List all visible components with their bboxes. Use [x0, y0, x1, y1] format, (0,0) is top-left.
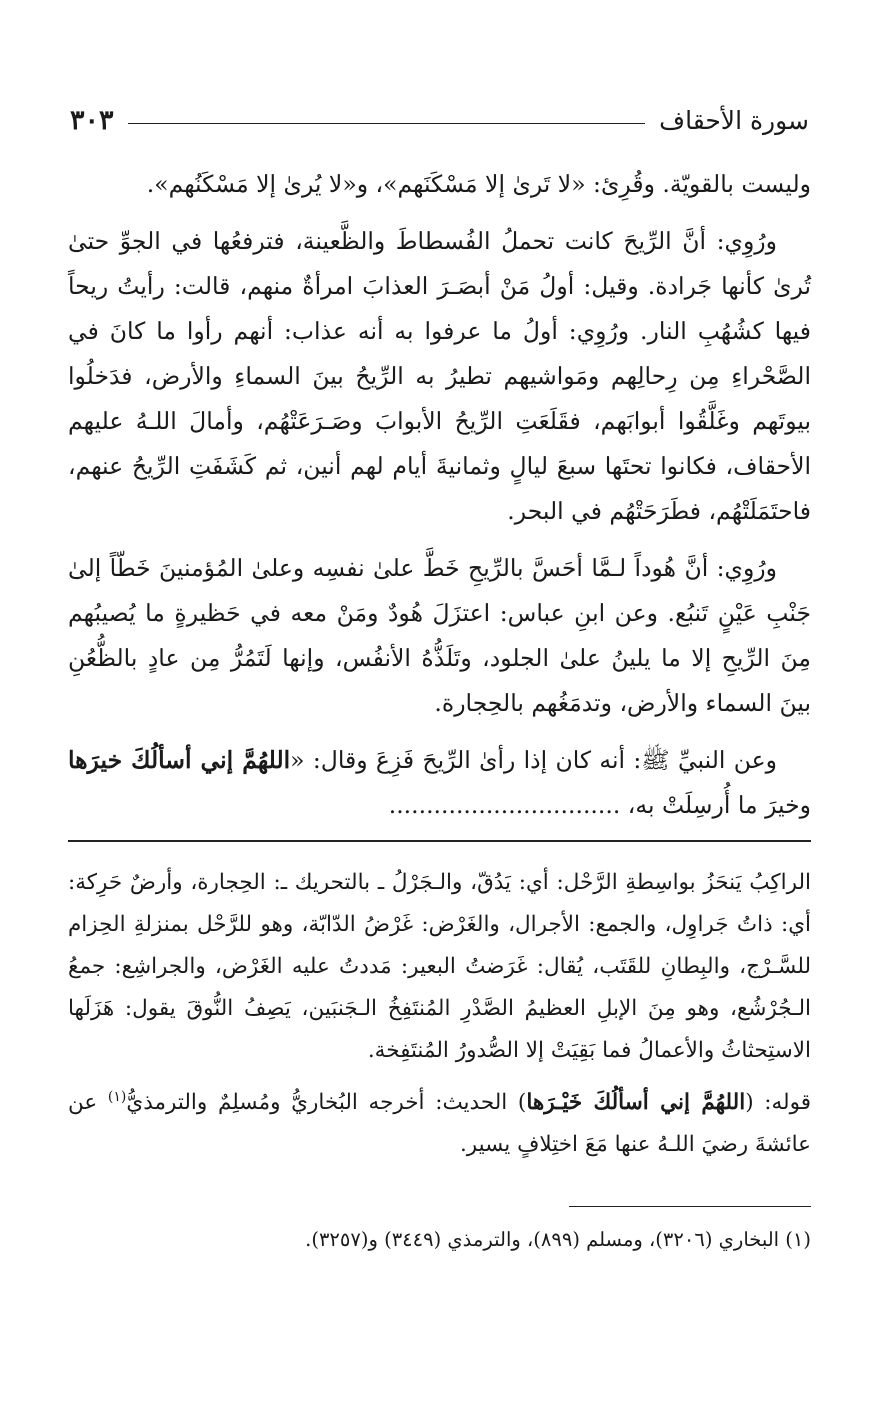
notes-divider [68, 840, 811, 842]
footnote-divider [569, 1206, 811, 1207]
note-2-lead: قوله: ( [745, 1090, 811, 1115]
paragraph-4 [68, 738, 811, 828]
header-rule [128, 123, 646, 124]
page-header [70, 98, 809, 142]
paragraph-4-lead: وعن النبيِّ ﷺ: أنه كان إذا رأىٰ الرِّيحَ فَزِعَ وقال: « [290, 746, 777, 774]
hadith-quote: اللهُمَّ إني أسألُكَ خيرَها [68, 746, 291, 774]
footnote-ref: (١) [107, 1088, 127, 1105]
paragraph-4-tail: وخيرَ ما أُرسِلَتْ به، ............................... [388, 791, 811, 819]
note-2 [68, 1082, 811, 1166]
note-1: الراكِبُ يَنحَزُ بواسِطةِ الرَّحْل: أي: يَدُقّ، والـجَرْلُ ـ بالتحريك ـ: الحِجارة، وأرضٌ حَرِكة: أي: ذاتُ جَراوِل، والجمع: الأجرال، والغَرْض: غَرْضُ الدّابّة، وهو للرَّحْل بمنزلةِ الحِزام للسَّـرْج، والبِطانِ للقَتَب، يُقال: غَرَضتُ البعير: مَددتُ عليه الغَرْض، والجراشِع: جمعُ الـجُرْشُع، وهو مِنَ الإبلِ العظيمُ الصَّدْرِ المُنتَفِخُ الـجَنبَين، يَصِفُ النُّوقَ يقول: هَزَلَها الاستِحثاثُ والأعمالُ فما بَقِيَتْ إلا الصُّدورُ المُنتَفِخة. [68, 870, 811, 1063]
paragraph-2: ورُوِي: أنَّ الرِّيحَ كانت تحملُ الفُسطاطَ والظَّعينة، فترفعُها في الجوِّ حتىٰ تُرىٰ كأنها جَرادة. وقيل: أولُ مَنْ أبصَـرَ العذابَ امرأةٌ منهم، قالت: رأيتُ ريحاً فيها كشُهُبِ النار. ورُوِي: أولُ ما عرفوا به أنه عذاب: أنهم رأوا ما كانَ في الصَّحْراءِ مِن رِحالِهم ومَواشيهم تطيرُ به الرِّيحُ بينَ السماءِ والأرض، فدَخلُوا بيوتَهم وغَلَّقُوا أبوابَهم، فقَلَعَتِ الرِّيحُ الأبوابَ وصَـرَعَتْهُم، وأمالَ اللـهُ عليهم الأحقاف، فكانوا تحتَها سبعَ ليالٍ وثمانيةَ أيام لهم أنين، ثم كَشَفَتِ الرِّيحُ عنهم، فاحتَمَلَتْهُم، فطَرَحَتْهُم في البحر. [68, 227, 811, 525]
note-2-tail: عن عائشةَ رضيَ اللـهُ عنها مَعَ اختِلافٍ يسير. [68, 1090, 811, 1157]
paragraph-1: وليست بالقويّة. وقُرِئ: «لا تَرىٰ إلا مَسْكَنَهم»، و«لا يُرىٰ إلا مَسْكَنُهم». [146, 170, 811, 198]
footnote: (١) البخاري (٣٢٠٦)، ومسلم (٨٩٩)، والترمذي (٣٤٤٩) و(٣٢٥٧). [305, 1228, 811, 1251]
page-number: ٣٠٣ [70, 104, 114, 136]
paragraph-3: ورُوِي: أنَّ هُوداً لـمَّا أحَسَّ بالرِّيحِ خَطَّ علىٰ نفسِه وعلىٰ المُؤمنينَ خَطّاً إلىٰ جَنْبِ عَيْنٍ تَنبُع. وعن ابنِ عباس: اعتزَلَ هُودٌ ومَنْ معه في حَظيرةٍ ما يُصيبُهم مِنَ الرِّيحِ إلا ما يلينُ علىٰ الجلود، وتَلَذُّهُ الأنفُس، وإنها لَتَمُرُّ مِن عادٍ بالظُّعُنِ بينَ السماء والأرض، وتدمَغُهم بالحِجارة. [68, 554, 811, 717]
note-2-quote: اللهُمَّ إني أسألُكَ خَيْـرَها [526, 1090, 746, 1115]
main-text [68, 162, 811, 840]
commentary-notes [68, 862, 811, 1176]
surah-title: سورة الأحقاف [659, 105, 809, 135]
note-2-mid: ) الحديث: أخرجه البُخاريُّ ومُسلِمٌ والترمذيُّ [126, 1090, 527, 1115]
